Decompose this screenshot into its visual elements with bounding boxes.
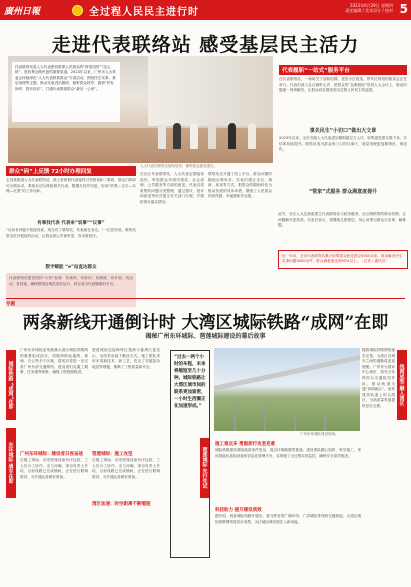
lead-intro-text: 代表联络站是人大代表密切联系人民群众的“桥梁纽带”“连心桥”，是收集反映民意的重要渠道。2023年以来，广州市人大常委会持续深化“人大代表联系群众”专项活动，围绕民生实事、基层治理等主题，推动代表进站履职，倾听群众呼声，做到“民有所呼、我有所应”，打通代表联系群众“最后一公里”。: [15, 65, 116, 91]
lower-left-text-1: 广州东环城际是粤港澳大湾区城际铁路网的重要组成部分，线路串联起番禺、黄埔、白云等多个区域，建成后将进一步完善广州东部交通网络。建设者们克服工期紧、任务重等困难，确保工程按期推进。: [20, 348, 88, 375]
mid-lower-text-2: 据介绍，两条城际线路开通后，将与既有的广佛环线、广清城际等线路无缝衔接，大湾区城际铁路网络将初步成型，为区域协调发展注入新动能。: [215, 514, 361, 524]
section-two: [6, 166, 136, 307]
mid-text-a: 在社区代表联络站，人大代表定期接待选民，听取群众对城市建设、社会治理、公共服务等方面的意见。代表们将收集的问题分类整理，通过建议、批评和意见等形式提交有关部门办理，并跟踪督办落实情况。: [140, 172, 204, 204]
lead-intro-box: [12, 62, 120, 122]
lower-left-subhead-2: 琶莲城际：施工攻坚: [92, 452, 133, 457]
lower-left-subhead-1: 广州东环城际：建设者日夜奋战: [20, 452, 83, 457]
mid-text-b: 联络站还开通了线上平台，群众可随时随地反映诉求。代表们通过走访、调研、座谈等方式，把群众的期盼转化为推动发展的具体举措，增强了人民群众的获得感、幸福感和安全感。: [208, 172, 272, 199]
vertical-bar-right: 线网成型 融入湾区: [397, 350, 407, 420]
section-two-quote-title: 数字赋能 “e”站直达群众: [45, 265, 97, 270]
railway-photo-caption: 广州东环城际建设现场。: [300, 432, 339, 436]
lead-photo: [8, 56, 273, 163]
mid-column-b: [208, 172, 272, 290]
right-lower-column: [362, 348, 395, 578]
mid-lower-subhead-2: 科技助力 提升建设质效: [215, 508, 262, 513]
mid-column-c: [278, 212, 406, 248]
vertical-bar-left-2: 东环城际 通车在即: [6, 428, 16, 498]
right-subhead-1: 事关民生“小切口”做出大文章: [309, 128, 377, 134]
editor-text: 责任编辑 / 美术设计 / 校对: [345, 8, 393, 13]
lower-left-text-2: 在施工现场，各类机械设备有序运转，工人们分工协作，全力冲刺。项目负责人介绍，目前线路已完成铺轨，正在进行联调联试，为开通运营做好准备。: [20, 458, 88, 479]
standard-text: 代表联络站建设坚持“六有”标准：有场所、有标识、有制度、有计划、有活动、有档案，确保联络站规范高效运行，真正成为代表履职的平台。: [9, 276, 133, 286]
photo-caption: 人大代表在联络站接待居民，倾听群众意见建议。: [140, 164, 217, 168]
lower-left-text-3: 琶莲城际连接海珠区琶洲与番禺区莲花山，全线采用地下敷设方式。施工团队采用多项新技术、新工艺，攻克了穿越复杂地层等难题，保障了工程质量和安全。: [92, 348, 160, 369]
section-two-subhead: 有事找代表 代表来“说事”“议事”: [37, 221, 105, 226]
railway-photo: [214, 348, 360, 431]
emblem-icon: [72, 5, 83, 16]
special-label: 专题: [6, 302, 15, 307]
vertical-bar-left-1: 城际铁路 “成网”在即: [6, 350, 16, 420]
newspaper-logo: 廣州日報: [4, 6, 41, 17]
right-section-bar: 代表履职“一站式”服务平台: [279, 65, 407, 75]
quote-box: “过去一两个小时的车程，未来将缩短至几十分钟。城际铁路让大湾区城市间的联系更加紧密，一小时生活圈正在加速形成。”: [170, 350, 210, 558]
mid-lower-article: [215, 438, 361, 574]
section-two-bar: 群众“码”上反馈 72小时办理回复: [6, 166, 136, 176]
page-number: 5: [399, 2, 408, 16]
lower-left-column-1: [20, 348, 88, 522]
column-title: 全过程人民民主进行时: [89, 6, 199, 18]
second-headline: 两条新线开通倒计时 大湾区城际铁路“成网”在即: [22, 313, 389, 333]
lower-left-subhead-3: 湾区加速：时空距离不断缩短: [92, 502, 151, 507]
right-text-2: 2023年以来，全市各级人大代表进站履职超过万人次，收集意见建议数千条，办结率持续提升。联络站成为群众家门口的议事厅，基层治理更加精细化、规范化。: [279, 136, 407, 152]
mid-lower-text-1: 城际铁路建设面临地质条件复杂、周边环境敏感等挑战。建设团队精心组织、科学施工，采用智能化盾构设备和信息化管理平台，实现施工全过程实时监控，确保安全高效推进。: [215, 448, 361, 458]
second-subhead: 揭秘广州东环城际、琶莲城际建设的幕后故事: [145, 333, 266, 340]
mid-text-c: 此外，各区人大还探索建立代表联络站与政务服务、社区网格等的联动机制，让问题解决更高效。代表们表示，将继续扎根基层，用心用情为群众办实事、解难题。: [278, 212, 406, 228]
date-text: 2023年6月29日 星期四: [349, 3, 393, 8]
mid-column-a: [140, 172, 204, 290]
section-divider: [6, 298, 405, 299]
right-text-1: 在代表联络站，一场场关于加装电梯、老旧小区改造、停车位规划的座谈会正在举行。代表们深入社区倾听心声，把群众的“急难愁盼”带到人大会议上，推动问题逐一得到解决，让群众切实感受到全过程人民民主的温度。: [279, 77, 407, 93]
right-lower-text: 随着城际铁路网络逐步完善，大湾区各城市之间的通勤将更加便捷。广州作为国家中心城市，将充分发挥综合交通枢纽作用，推动轨道交通“四网融合”，加快建设轨道上的大湾区，为高质量发展提供坚实支撑。: [362, 348, 395, 408]
highlight-note: 近一年来，全市代表联络站累计收集群众意见建议5000余条，推动解决民生实事问题3000余件，群众满意度达到95%以上。（记者 / 通讯员）: [278, 250, 408, 269]
lower-left-column-2: [92, 348, 160, 508]
issue-date: [345, 3, 393, 13]
section-two-text-2: “以前有问题不知道找谁，现在有了联络站，代表就在身边。”一位居民说。联络站常态化开展接待活动，让群众的心声被听见、诉求被回应。: [6, 228, 136, 238]
standard-box: [6, 273, 136, 307]
right-subhead-2: “管家”式服务 群众满意度提升: [308, 189, 378, 195]
section-two-text-1: 走进某街道人大代表联络站，墙上张贴着代表接待日安排表和二维码，群众扫码即可反映诉求，系统自动分派给相关代表，限期办结并回复，形成“收集—交办—办理—反馈”的工作闭环。: [6, 178, 136, 194]
main-headline: 走进代表联络站 感受基层民主活力: [51, 34, 360, 56]
mid-lower-subhead-1: 施工难点多 勇毅前行攻坚克难: [215, 442, 276, 447]
lower-left-text-4: 在施工现场，各类机械设备有序运转，工人们分工协作，全力冲刺。项目负责人介绍，目前线路已完成铺轨，正在进行联调联试，为开通运营做好准备。: [92, 458, 160, 479]
page-header: [0, 0, 411, 20]
vertical-bar-mid: 琶莲城际 先行先试: [200, 438, 210, 498]
right-article: [279, 65, 407, 197]
